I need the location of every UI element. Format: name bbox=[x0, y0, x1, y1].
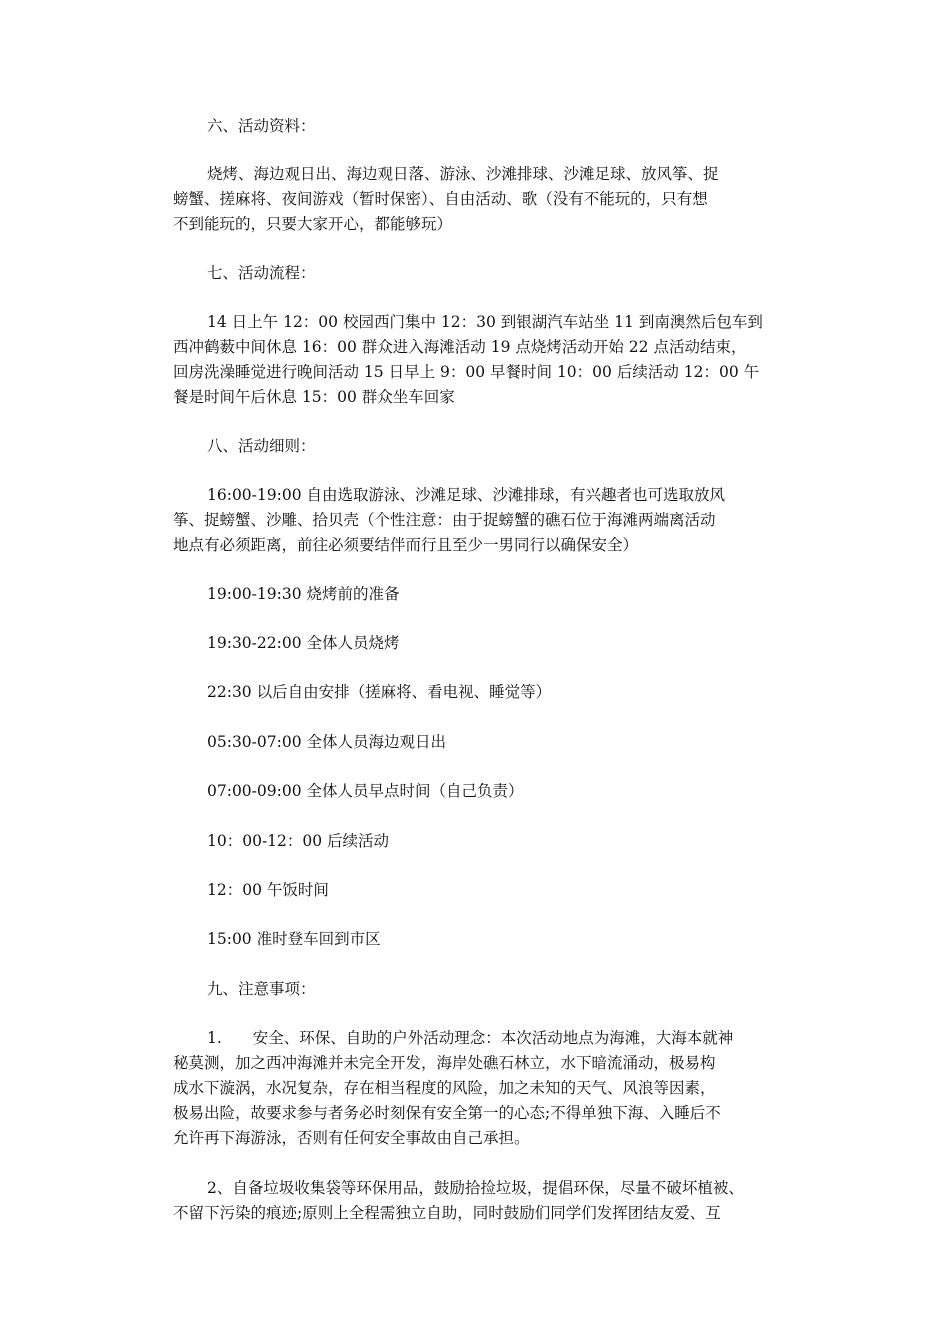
paragraph-line: 烧烤、海边观日出、海边观日落、游泳、沙滩排球、沙滩足球、放风筝、捉 bbox=[207, 165, 719, 183]
section-9-item-2 bbox=[173, 1176, 783, 1226]
paragraph-line: 2、自备垃圾收集袋等环保用品，鼓励拾捡垃圾，提倡环保，尽量不破坏植被、 bbox=[207, 1179, 744, 1197]
schedule-item: 15:00 准时登车回到市区 bbox=[207, 930, 381, 948]
section-8-body bbox=[173, 483, 783, 558]
schedule-item: 22:30 以后自由安排（搓麻将、看电视、睡觉等） bbox=[207, 683, 552, 701]
paragraph-line: 螃蟹、搓麻将、夜间游戏（暂时保密）、自由活动、歌（没有不能玩的，只有想 bbox=[173, 190, 708, 208]
paragraph-line: 秘莫测，加之西冲海滩并未完全开发，海岸处礁石林立，水下暗流涌动，极易构 bbox=[173, 1054, 716, 1072]
paragraph-line: 成水下漩涡，水况复杂，存在相当程度的风险，加之未知的天气、风浪等因素， bbox=[173, 1079, 716, 1097]
schedule-item: 12：00 午饭时间 bbox=[207, 881, 329, 899]
section-7-title: 七、活动流程： bbox=[207, 264, 316, 282]
section-9-title: 九、注意事项： bbox=[207, 980, 316, 998]
paragraph-line: 不到能玩的，只要大家开心，都能够玩） bbox=[173, 215, 453, 233]
paragraph-line: 餐是时间午后休息 15：00 群众坐车回家 bbox=[173, 388, 455, 406]
schedule-item: 05:30-07:00 全体人员海边观日出 bbox=[207, 733, 447, 751]
paragraph-line: 地点有必须距离，前往必须要结伴而行且至少一男同行以确保安全） bbox=[173, 536, 639, 554]
paragraph-line: 不留下污染的痕迹;原则上全程需独立自助，同时鼓励们同学们发挥团结友爱、互 bbox=[173, 1204, 721, 1222]
section-6-body bbox=[173, 162, 783, 237]
paragraph-line: 极易出险，故要求参与者务必时刻保有安全第一的心态;不得单独下海、入睡后不 bbox=[173, 1104, 721, 1122]
section-6-title: 六、活动资料： bbox=[207, 117, 316, 135]
paragraph-line: 允许再下海游泳，否则有任何安全事故由自己承担。 bbox=[173, 1129, 530, 1147]
schedule-item: 10：00-12：00 后续活动 bbox=[207, 832, 390, 850]
paragraph-line: 16:00-19:00 自由选取游泳、沙滩足球、沙滩排球，有兴趣者也可选取放风 bbox=[207, 486, 726, 504]
schedule-item: 19:30-22:00 全体人员烧烤 bbox=[207, 634, 400, 652]
schedule-item: 19:00-19:30 烧烤前的准备 bbox=[207, 585, 400, 603]
section-8-title: 八、活动细则： bbox=[207, 437, 316, 455]
section-7-body bbox=[173, 310, 783, 410]
schedule-item: 07:00-09:00 全体人员早点时间（自己负责） bbox=[207, 782, 524, 800]
section-9-item-1 bbox=[173, 1026, 783, 1151]
paragraph-line: 西冲鹤薮中间休息 16：00 群众进入海滩活动 19 点烧烤活动开始 22 点活动结束， bbox=[173, 338, 747, 356]
paragraph-line: 回房洗澡睡觉进行晚间活动 15 日早上 9：00 早餐时间 10：00 后续活动 12：00 午 bbox=[173, 363, 760, 381]
paragraph-line: 1. 安全、环保、自助的户外活动理念：本次活动地点为海滩，大海本就神 bbox=[207, 1029, 734, 1047]
paragraph-line: 筝、捉螃蟹、沙雕、拾贝壳（个性注意：由于捉螃蟹的礁石位于海滩两端离活动 bbox=[173, 511, 716, 529]
paragraph-line: 14 日上午 12：00 校园西门集中 12：30 到银湖汽车站坐 11 到南澳然后包车到 bbox=[207, 313, 763, 331]
